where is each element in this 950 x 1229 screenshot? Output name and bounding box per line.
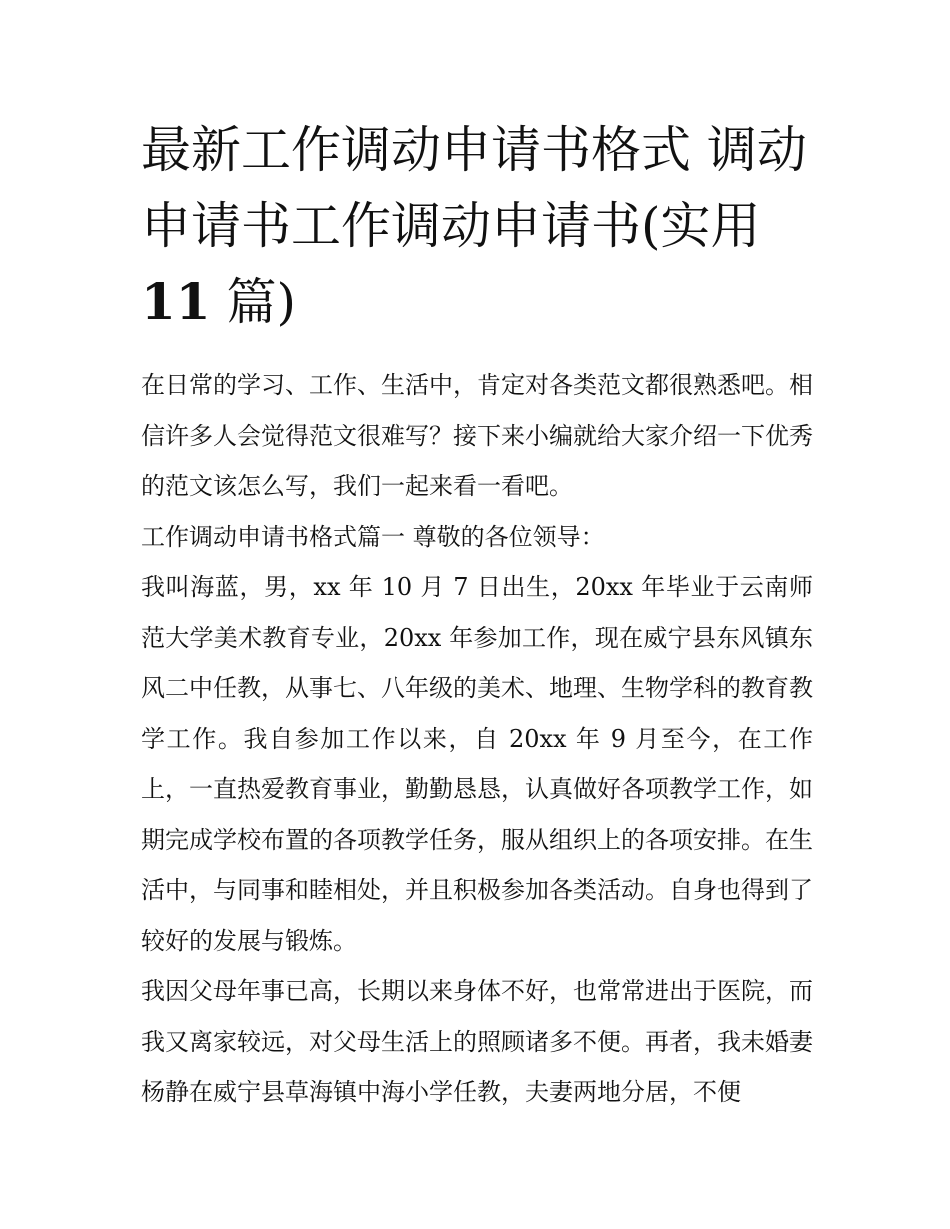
paragraph-reason: 我因父母年事已高，长期以来身体不好，也常常进出于医院，而我又离家较远，对父母生活上的照顾诸多不便。再者，我未婚妻杨静在威宁县草海镇中海小学任教，夫妻两地分居，不便 (141, 977, 813, 1106)
title-suffix: 篇) (210, 273, 296, 331)
title-text: 最新工作调动申请书格式 调动申请书工作调动申请书(实用 (141, 121, 807, 255)
document-content (141, 112, 813, 1118)
paragraph-heading: 工作调动申请书格式篇一 尊敬的各位领导： (141, 522, 605, 551)
paragraph-intro: 在日常的学习、工作、生活中，肯定对各类范文都很熟悉吧。相信许多人会觉得范文很难写？接下来小编就给大家介绍一下优秀的范文该怎么写，我们一起来看一看吧。 (141, 371, 813, 500)
title-number: 11 (141, 272, 211, 331)
document-title (141, 112, 813, 340)
document-body (141, 360, 813, 1118)
paragraph-self-intro: 我叫海蓝，男，xx 年 10 月 7 日出生，20xx 年毕业于云南师范大学美术教育专业，20xx 年参加工作，现在威宁县东风镇东风二中任教，从事七、八年级的美术、地理、生物学科的教育教学工作。我自参加工作以来，自 20xx 年 9 月至今，在工作上，一直热爱教育事业，勤勤恳恳，认真做好各项教学工作，如期完成学校布置的各项教学任务，服从组织上的各项安排。在生活中，与同事和睦相处，并且积极参加各类活动。自身也得到了较好的发展与锻炼。 (141, 573, 813, 955)
